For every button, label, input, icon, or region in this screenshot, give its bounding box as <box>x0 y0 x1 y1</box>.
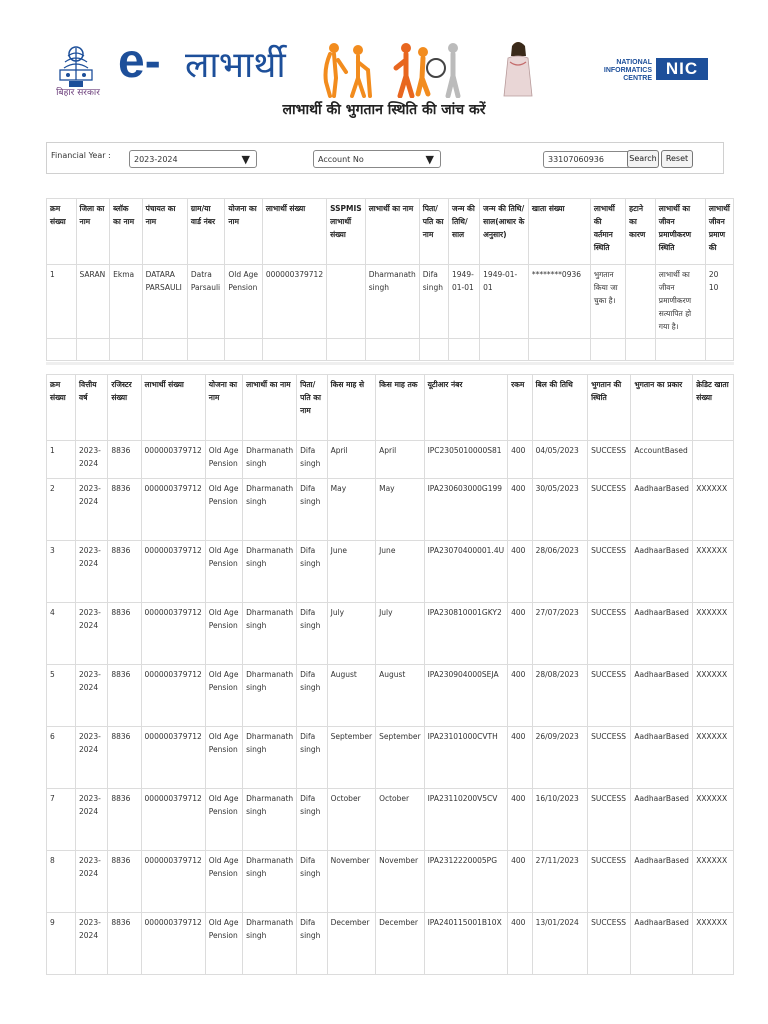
table-cell: Difa singh <box>297 441 327 479</box>
page-title: लाभार्थी की भुगतान स्थिति की जांच करें <box>282 102 486 118</box>
table-cell: 6 <box>47 727 76 789</box>
col-header: खाता संख्या <box>528 199 590 265</box>
col-header: ब्लॉक का नाम <box>110 199 142 265</box>
table-cell: 2023-2024 <box>76 441 108 479</box>
table-cell: 8 <box>47 851 76 913</box>
col-header: रकम <box>508 375 532 441</box>
col-header: लाभार्थी का जीवन प्रमाणीकरण स्थिति <box>655 199 705 265</box>
table-cell: 7 <box>47 789 76 851</box>
table-cell <box>225 339 262 361</box>
table-cell: SUCCESS <box>588 665 631 727</box>
table-cell: 000000379712 <box>141 479 205 541</box>
table-cell: Dharmanath singh <box>243 727 297 789</box>
table-cell: 000000379712 <box>141 913 205 975</box>
table-cell: 8836 <box>108 727 141 789</box>
table-cell: AadhaarBased <box>631 541 693 603</box>
table-cell: Dharmanath singh <box>243 479 297 541</box>
beneficiary-table-header <box>47 199 734 265</box>
table-cell: 28/06/2023 <box>532 541 587 603</box>
col-header: लाभार्थी का नाम <box>365 199 419 265</box>
table-cell: December <box>376 913 424 975</box>
table-cell: 26/09/2023 <box>532 727 587 789</box>
col-header: लाभार्थी संख्या <box>262 199 326 265</box>
emblem-label: बिहार सरकार <box>56 88 100 98</box>
col-header: भुगतान की स्थिति <box>588 375 631 441</box>
table-cell <box>327 265 366 339</box>
table-cell: IPA240115001B10X <box>424 913 508 975</box>
table-cell <box>626 265 656 339</box>
table-cell: Old Age Pension <box>205 603 242 665</box>
col-header: पिता/ पति का नाम <box>419 199 448 265</box>
table-cell: June <box>376 541 424 603</box>
table-cell <box>528 339 590 361</box>
chevron-down-icon: ▼ <box>241 153 250 166</box>
table-cell: 8836 <box>108 665 141 727</box>
table-cell: SUCCESS <box>588 789 631 851</box>
table-cell <box>262 339 326 361</box>
table-cell: Dharmanath singh <box>243 541 297 603</box>
table-cell: भुगतान किया जा चुका है। <box>590 265 625 339</box>
table-cell: November <box>327 851 375 913</box>
table-cell <box>693 441 734 479</box>
table-cell: SUCCESS <box>588 603 631 665</box>
table-cell: Dharmanath singh <box>243 603 297 665</box>
table-cell: Old Age Pension <box>205 789 242 851</box>
table-cell: 8836 <box>108 603 141 665</box>
table-cell: AadhaarBased <box>631 851 693 913</box>
table-cell: 20 10 <box>705 265 733 339</box>
table-cell: 27/11/2023 <box>532 851 587 913</box>
chevron-down-icon: ▼ <box>425 153 434 166</box>
table-cell: 13/01/2024 <box>532 913 587 975</box>
table-cell: 2023-2024 <box>76 727 108 789</box>
table-cell: June <box>327 541 375 603</box>
table-cell: October <box>376 789 424 851</box>
col-header: योजना का नाम <box>205 375 242 441</box>
nic-line-2: INFORMATICS <box>603 67 652 74</box>
table-cell: 2023-2024 <box>76 913 108 975</box>
financial-year-select[interactable] <box>129 150 257 168</box>
col-header: रजिस्टर संख्या <box>108 375 141 441</box>
table-row-empty <box>47 339 734 361</box>
col-header: किस माह से <box>327 375 375 441</box>
table-row <box>47 603 734 665</box>
nic-logo: NIC <box>656 58 708 80</box>
table-row <box>47 441 734 479</box>
table-row <box>47 479 734 541</box>
table-cell: 400 <box>508 603 532 665</box>
table-row <box>47 541 734 603</box>
table-cell: 400 <box>508 665 532 727</box>
table-cell: August <box>327 665 375 727</box>
table-cell: AadhaarBased <box>631 665 693 727</box>
table-cell: September <box>327 727 375 789</box>
search-filter-bar <box>46 142 724 174</box>
site-header <box>0 0 768 130</box>
col-header: लाभार्थी की वर्तमान स्थिति <box>590 199 625 265</box>
table-cell: 4 <box>47 603 76 665</box>
table-cell: SUCCESS <box>588 913 631 975</box>
nic-line-1: NATIONAL <box>616 59 652 66</box>
table-row <box>47 913 734 975</box>
table-cell: 2023-2024 <box>76 603 108 665</box>
table-cell: IPA230603000G199 <box>424 479 508 541</box>
table-cell: Old Age Pension <box>205 441 242 479</box>
col-header: पिता/ पति का नाम <box>297 375 327 441</box>
table-cell: IPA230810001GKY2 <box>424 603 508 665</box>
table-cell: Difa singh <box>297 913 327 975</box>
col-header: योजना का नाम <box>225 199 262 265</box>
table-cell: July <box>327 603 375 665</box>
table-cell: XXXXXX <box>693 541 734 603</box>
table-cell <box>626 339 656 361</box>
table-cell <box>187 339 225 361</box>
col-header: लाभार्थी का नाम <box>243 375 297 441</box>
table-cell: AadhaarBased <box>631 913 693 975</box>
table-cell: 2023-2024 <box>76 789 108 851</box>
table-cell: IPA23101000CVTH <box>424 727 508 789</box>
table-cell <box>480 339 529 361</box>
table-cell: 000000379712 <box>141 851 205 913</box>
table-cell <box>142 339 187 361</box>
table-cell: XXXXXX <box>693 665 734 727</box>
col-header: क्रम संख्या <box>47 375 76 441</box>
table-cell <box>76 339 110 361</box>
table-cell: 8836 <box>108 851 141 913</box>
table-cell: Old Age Pension <box>205 665 242 727</box>
logo-e: e- <box>118 35 161 88</box>
table-cell: IPA23070400001.4U <box>424 541 508 603</box>
table-cell: XXXXXX <box>693 789 734 851</box>
table-cell: 400 <box>508 479 532 541</box>
table-cell: 1 <box>47 265 77 339</box>
payment-table-container[interactable] <box>46 374 734 978</box>
table-cell: 2023-2024 <box>76 479 108 541</box>
table-cell <box>449 339 480 361</box>
table-cell: 8836 <box>108 541 141 603</box>
table-cell <box>590 339 625 361</box>
table-cell <box>47 339 77 361</box>
table-cell: 400 <box>508 727 532 789</box>
table-cell: 000000379712 <box>141 665 205 727</box>
table-cell: 8836 <box>108 441 141 479</box>
col-header: लाभार्थी जीवन प्रमाण की <box>705 199 733 265</box>
table-cell: 8836 <box>108 913 141 975</box>
logo-title: लाभार्थी <box>185 45 286 86</box>
table-cell <box>655 339 705 361</box>
table-cell: May <box>327 479 375 541</box>
col-header: लाभार्थी संख्या <box>141 375 205 441</box>
table-cell: AccountBased <box>631 441 693 479</box>
table-cell: SUCCESS <box>588 851 631 913</box>
table-cell: XXXXXX <box>693 851 734 913</box>
table-cell: Difa singh <box>297 479 327 541</box>
table-row <box>47 727 734 789</box>
table-cell: 8836 <box>108 479 141 541</box>
col-header: पंचायत का नाम <box>142 199 187 265</box>
table-cell: December <box>327 913 375 975</box>
table-cell: AadhaarBased <box>631 789 693 851</box>
table-cell <box>365 339 419 361</box>
account-number-input[interactable]: 33107060936 <box>543 151 631 168</box>
table-cell: 000000379712 <box>141 541 205 603</box>
beneficiary-figures-icon <box>318 38 468 98</box>
table-cell: April <box>376 441 424 479</box>
table-cell: IPA2312220005PG <box>424 851 508 913</box>
table-cell: 000000379712 <box>141 789 205 851</box>
reset-button[interactable]: Reset <box>661 150 693 168</box>
table-cell: Difa singh <box>297 727 327 789</box>
table-cell: October <box>327 789 375 851</box>
table-cell: Difa singh <box>419 265 448 339</box>
table-cell <box>419 339 448 361</box>
table-cell: Old Age Pension <box>205 479 242 541</box>
table-cell: XXXXXX <box>693 727 734 789</box>
table-cell: May <box>376 479 424 541</box>
table-cell: SUCCESS <box>588 479 631 541</box>
table-cell: July <box>376 603 424 665</box>
table-cell: 2023-2024 <box>76 851 108 913</box>
table-cell: Old Age Pension <box>205 727 242 789</box>
table-cell: 1 <box>47 441 76 479</box>
table-cell: Ekma <box>110 265 142 339</box>
table-row <box>47 265 734 339</box>
table-cell: AadhaarBased <box>631 479 693 541</box>
col-header: यूटीआर नंबर <box>424 375 508 441</box>
col-header: वित्तीय वर्ष <box>76 375 108 441</box>
table-cell: 9 <box>47 913 76 975</box>
nic-wordmark <box>592 59 652 83</box>
table-row <box>47 851 734 913</box>
table-cell: Old Age Pension <box>205 541 242 603</box>
table-cell <box>110 339 142 361</box>
table-cell: SUCCESS <box>588 727 631 789</box>
table-cell: 8836 <box>108 789 141 851</box>
table-cell: 30/05/2023 <box>532 479 587 541</box>
table-cell: Difa singh <box>297 851 327 913</box>
table-cell: IPA23110200V5CV <box>424 789 508 851</box>
table-cell: 16/10/2023 <box>532 789 587 851</box>
table-cell: AadhaarBased <box>631 727 693 789</box>
table-cell: 400 <box>508 441 532 479</box>
table-cell: ********0936 <box>528 265 590 339</box>
financial-year-value: 2023-2024 <box>134 155 178 164</box>
table-cell: AadhaarBased <box>631 603 693 665</box>
financial-year-label: Financial Year : <box>51 151 111 160</box>
table-cell: 1949-01-01 <box>480 265 529 339</box>
table-cell: SARAN <box>76 265 110 339</box>
table-cell: IPC2305010000S81 <box>424 441 508 479</box>
payment-table <box>46 374 734 975</box>
search-type-select[interactable] <box>313 150 441 168</box>
beneficiary-table <box>46 198 734 361</box>
table-cell: Dharmanath singh <box>243 441 297 479</box>
beneficiary-table-container[interactable] <box>46 198 734 362</box>
col-header: भुगतान का प्रकार <box>631 375 693 441</box>
table-cell: लाभार्थी का जीवन प्रमाणीकरण सत्यापित हो गया है। <box>655 265 705 339</box>
table-cell: Old Age Pension <box>205 913 242 975</box>
table-cell: 1949-01-01 <box>449 265 480 339</box>
table-cell: 400 <box>508 541 532 603</box>
table-cell: Difa singh <box>297 603 327 665</box>
table-cell: 2023-2024 <box>76 665 108 727</box>
col-header: जन्म की तिथि/ साल(आधार के अनुसार) <box>480 199 529 265</box>
col-header: हटाने का कारण <box>626 199 656 265</box>
table-cell: August <box>376 665 424 727</box>
table-cell: SUCCESS <box>588 441 631 479</box>
table-cell: April <box>327 441 375 479</box>
col-header: जन्म की तिथि/ साल <box>449 199 480 265</box>
table-cell: IPA230904000SEJA <box>424 665 508 727</box>
table-cell: Dharmanath singh <box>365 265 419 339</box>
table-cell: 000000379712 <box>262 265 326 339</box>
table-cell: 400 <box>508 851 532 913</box>
table-cell: Dharmanath singh <box>243 665 297 727</box>
table-cell: 04/05/2023 <box>532 441 587 479</box>
table-cell: Difa singh <box>297 789 327 851</box>
col-header: जिला का नाम <box>76 199 110 265</box>
table-cell: 5 <box>47 665 76 727</box>
table-cell: SUCCESS <box>588 541 631 603</box>
table-cell: September <box>376 727 424 789</box>
payment-table-body <box>47 441 734 975</box>
col-header: बिल की तिथि <box>532 375 587 441</box>
table-cell: November <box>376 851 424 913</box>
table-cell: Old Age Pension <box>205 851 242 913</box>
table-cell: Difa singh <box>297 665 327 727</box>
search-type-value: Account No <box>318 155 364 164</box>
table-cell: XXXXXX <box>693 603 734 665</box>
col-header: क्रेडिट खाता संख्या <box>693 375 734 441</box>
payment-table-header <box>47 375 734 441</box>
table-cell: Difa singh <box>297 541 327 603</box>
col-header: SSPMIS लाभार्थी संख्या <box>327 199 366 265</box>
horizontal-scrollbar[interactable] <box>46 362 734 365</box>
table-cell: 000000379712 <box>141 603 205 665</box>
table-cell: 2 <box>47 479 76 541</box>
table-cell: DATARA PARSAULI <box>142 265 187 339</box>
col-header: किस माह तक <box>376 375 424 441</box>
table-cell: 3 <box>47 541 76 603</box>
table-cell: 400 <box>508 789 532 851</box>
table-cell: 27/07/2023 <box>532 603 587 665</box>
table-cell: Datra Parsauli <box>187 265 225 339</box>
col-header: ग्राम/या वार्ड नंबर <box>187 199 225 265</box>
table-row <box>47 789 734 851</box>
table-cell: Dharmanath singh <box>243 851 297 913</box>
woman-figure-icon <box>500 38 538 98</box>
table-cell: Dharmanath singh <box>243 789 297 851</box>
nic-line-3: CENTRE <box>623 75 652 82</box>
col-header: क्रम संख्या <box>47 199 77 265</box>
table-cell: Old Age Pension <box>225 265 262 339</box>
table-cell <box>327 339 366 361</box>
table-cell: Dharmanath singh <box>243 913 297 975</box>
table-cell: 2023-2024 <box>76 541 108 603</box>
table-cell: XXXXXX <box>693 913 734 975</box>
table-cell: XXXXXX <box>693 479 734 541</box>
table-cell: 28/08/2023 <box>532 665 587 727</box>
table-cell <box>705 339 733 361</box>
table-cell: 400 <box>508 913 532 975</box>
table-cell: 000000379712 <box>141 441 205 479</box>
search-button[interactable]: Search <box>627 150 659 168</box>
table-row <box>47 665 734 727</box>
table-cell: 000000379712 <box>141 727 205 789</box>
